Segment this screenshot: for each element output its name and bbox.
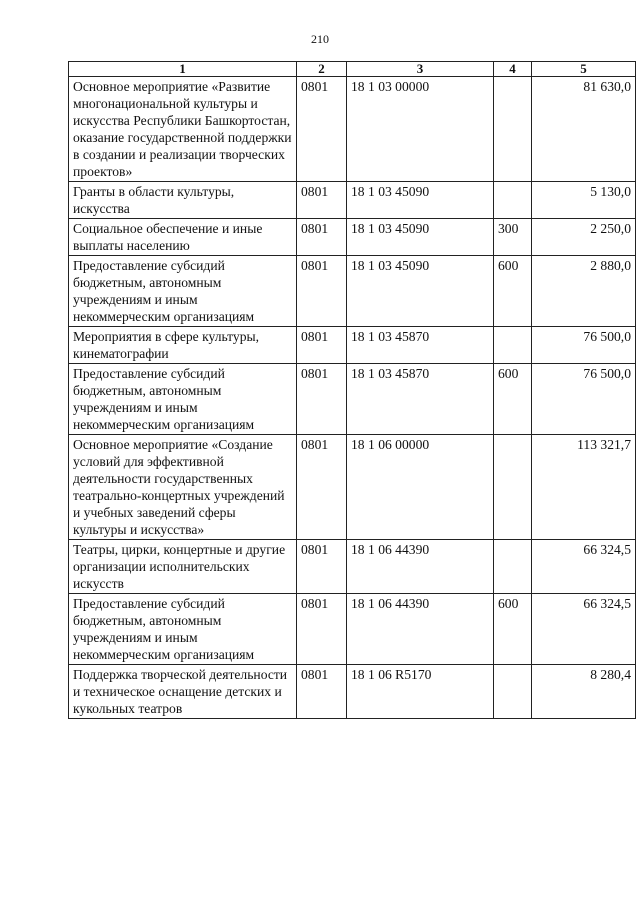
table-header-row <box>69 62 636 77</box>
row-name: Предоставление субсидий бюджетным, автономным учреждениям и иным некоммерческим организациям <box>69 594 297 665</box>
row-target-code: 18 1 06 00000 <box>347 435 494 540</box>
header-col-1: 1 <box>69 62 297 77</box>
row-name: Поддержка творческой деятельности и техническое оснащение детских и кукольных театров <box>69 665 297 719</box>
table-row <box>69 256 636 327</box>
row-target-code: 18 1 03 00000 <box>347 77 494 182</box>
row-name: Основное мероприятие «Развитие многонациональной культуры и искусства Республики Башкортостан, оказание государственной поддержки в создании и реализации творческих проектов» <box>69 77 297 182</box>
row-amount: 81 630,0 <box>532 77 636 182</box>
row-expense-type: 600 <box>494 594 532 665</box>
row-amount: 66 324,5 <box>532 594 636 665</box>
row-amount: 113 321,7 <box>532 435 636 540</box>
row-amount: 2 250,0 <box>532 219 636 256</box>
table-row <box>69 594 636 665</box>
row-section: 0801 <box>297 665 347 719</box>
table-row <box>69 182 636 219</box>
header-col-2: 2 <box>297 62 347 77</box>
row-section: 0801 <box>297 540 347 594</box>
table-row <box>69 540 636 594</box>
row-amount: 76 500,0 <box>532 364 636 435</box>
row-name: Театры, цирки, концертные и другие организации исполнительских искусств <box>69 540 297 594</box>
row-amount: 5 130,0 <box>532 182 636 219</box>
row-expense-type: 300 <box>494 219 532 256</box>
row-expense-type <box>494 435 532 540</box>
row-amount: 2 880,0 <box>532 256 636 327</box>
budget-table <box>68 61 636 719</box>
table-row <box>69 219 636 256</box>
row-section: 0801 <box>297 256 347 327</box>
row-amount: 66 324,5 <box>532 540 636 594</box>
row-name: Социальное обеспечение и иные выплаты населению <box>69 219 297 256</box>
row-expense-type <box>494 327 532 364</box>
row-section: 0801 <box>297 219 347 256</box>
row-name: Предоставление субсидий бюджетным, автономным учреждениям и иным некоммерческим организациям <box>69 364 297 435</box>
row-section: 0801 <box>297 435 347 540</box>
row-section: 0801 <box>297 594 347 665</box>
table-row <box>69 364 636 435</box>
row-expense-type: 600 <box>494 364 532 435</box>
row-target-code: 18 1 03 45870 <box>347 364 494 435</box>
row-expense-type: 600 <box>494 256 532 327</box>
row-target-code: 18 1 06 44390 <box>347 594 494 665</box>
row-amount: 8 280,4 <box>532 665 636 719</box>
table-row <box>69 665 636 719</box>
row-section: 0801 <box>297 327 347 364</box>
row-name: Предоставление субсидий бюджетным, автономным учреждениям и иным некоммерческим организациям <box>69 256 297 327</box>
row-expense-type <box>494 540 532 594</box>
page-number: 210 <box>311 32 329 46</box>
header-col-3: 3 <box>347 62 494 77</box>
row-target-code: 18 1 06 44390 <box>347 540 494 594</box>
table-row <box>69 327 636 364</box>
row-target-code: 18 1 03 45090 <box>347 256 494 327</box>
row-expense-type <box>494 77 532 182</box>
row-expense-type <box>494 182 532 219</box>
row-name: Мероприятия в сфере культуры, кинематографии <box>69 327 297 364</box>
table-row <box>69 77 636 182</box>
row-name: Гранты в области культуры, искусства <box>69 182 297 219</box>
row-amount: 76 500,0 <box>532 327 636 364</box>
row-target-code: 18 1 03 45090 <box>347 182 494 219</box>
header-col-4: 4 <box>494 62 532 77</box>
row-name: Основное мероприятие «Создание условий для эффективной деятельности государственных театрально-концертных учреждений и учебных заведений сферы культуры и искусства» <box>69 435 297 540</box>
header-col-5: 5 <box>532 62 636 77</box>
row-section: 0801 <box>297 182 347 219</box>
row-target-code: 18 1 03 45090 <box>347 219 494 256</box>
row-target-code: 18 1 06 R5170 <box>347 665 494 719</box>
row-section: 0801 <box>297 77 347 182</box>
row-section: 0801 <box>297 364 347 435</box>
table-row <box>69 435 636 540</box>
row-target-code: 18 1 03 45870 <box>347 327 494 364</box>
row-expense-type <box>494 665 532 719</box>
